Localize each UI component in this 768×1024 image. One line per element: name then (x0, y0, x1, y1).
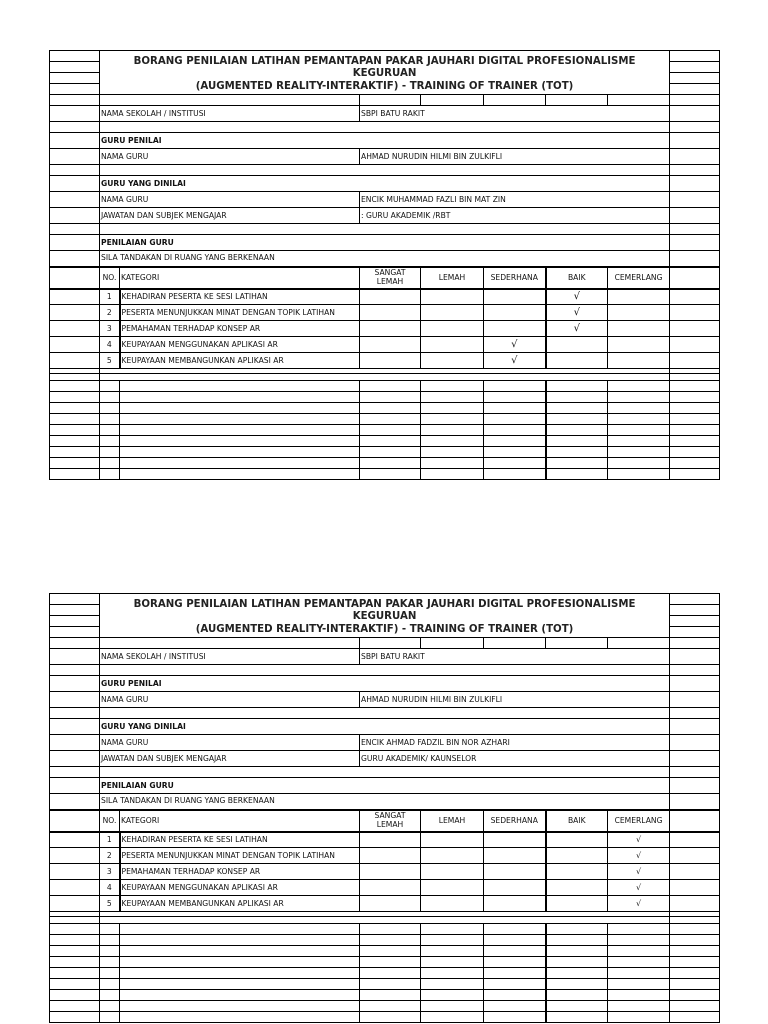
tick-mark: √ (511, 338, 518, 350)
empty-row (50, 469, 720, 480)
rating-cell[interactable] (421, 864, 484, 880)
rating-cell[interactable] (608, 896, 670, 912)
rating-row (50, 880, 720, 896)
rating-cell[interactable] (484, 832, 546, 848)
rating-cell[interactable] (608, 305, 670, 321)
tick-mark: √ (573, 322, 580, 334)
row-category: PESERTA MENUNJUKKAN MINAT DENGAN TOPIK LATIHAN (120, 305, 360, 321)
empty-row (50, 425, 720, 436)
rating-row (50, 353, 720, 369)
rating-row (50, 832, 720, 848)
col-header-excellent: CEMERLANG (608, 267, 670, 289)
rating-row (50, 896, 720, 912)
rating-row (50, 289, 720, 305)
rating-cell[interactable] (421, 353, 484, 369)
row-number: 2 (100, 848, 120, 864)
tick-mark: √ (573, 306, 580, 318)
row-number: 5 (100, 896, 120, 912)
rating-row (50, 321, 720, 337)
assessed-name-value: ENCIK AHMAD FADZIL BIN NOR AZHARI (360, 735, 670, 751)
empty-row (50, 403, 720, 414)
tick-mark: √ (635, 898, 642, 908)
col-header-excellent: CEMERLANG (608, 810, 670, 832)
col-header-very-weak-line-2: LEMAH (376, 819, 404, 829)
evaluation-form-1 (49, 50, 719, 486)
rating-row (50, 337, 720, 353)
empty-row (50, 946, 720, 957)
tick-mark: √ (573, 290, 580, 302)
row-category: KEHADIRAN PESERTA KE SESI LATIHAN (120, 289, 360, 305)
row-category: KEUPAYAAN MEMBANGUNKAN APLIKASI AR (120, 896, 360, 912)
rating-cell[interactable] (484, 880, 546, 896)
empty-row (50, 979, 720, 990)
rating-cell[interactable] (608, 864, 670, 880)
assessed-heading: GURU YANG DINILAI (100, 719, 670, 735)
rating-cell[interactable] (421, 321, 484, 337)
form-title-line-2: (AUGMENTED REALITY-INTERAKTIF) - TRAINING OF TRAINER (TOT) (195, 80, 574, 92)
assessed-name-label: NAMA GURU (100, 735, 360, 751)
position-value: : GURU AKADEMIK /RBT (360, 208, 670, 224)
rating-cell[interactable] (546, 289, 608, 305)
tick-mark: √ (635, 850, 642, 860)
position-value: GURU AKADEMIK/ KAUNSELOR (360, 751, 670, 767)
rating-cell[interactable] (546, 896, 608, 912)
col-header-weak: LEMAH (421, 810, 484, 832)
assessor-heading: GURU PENILAI (100, 676, 670, 692)
rating-cell[interactable] (546, 832, 608, 848)
rating-cell[interactable] (360, 337, 421, 353)
empty-row (50, 1001, 720, 1012)
col-header-no: NO. (100, 810, 120, 832)
col-header-no: NO. (100, 267, 120, 289)
rating-row (50, 305, 720, 321)
tick-mark: √ (635, 834, 642, 844)
rating-cell[interactable] (546, 305, 608, 321)
empty-row (50, 392, 720, 403)
form-title-line-1: BORANG PENILAIAN LATIHAN PEMANTAPAN PAKAR JAUHARI DIGITAL PROFESIONALISME KEGURUAN (133, 56, 636, 80)
tick-mark: √ (511, 354, 518, 366)
col-header-category: KATEGORI (120, 810, 360, 832)
form-title-line-2: (AUGMENTED REALITY-INTERAKTIF) - TRAINING OF TRAINER (TOT) (195, 623, 574, 635)
school-label: NAMA SEKOLAH / INSTITUSI (100, 106, 360, 122)
rating-cell[interactable] (360, 832, 421, 848)
form-table (49, 50, 720, 480)
rating-cell[interactable] (546, 337, 608, 353)
rating-cell[interactable] (421, 305, 484, 321)
school-label: NAMA SEKOLAH / INSTITUSI (100, 649, 360, 665)
empty-row (50, 968, 720, 979)
row-category: KEUPAYAAN MEMBANGUNKAN APLIKASI AR (120, 353, 360, 369)
rating-cell[interactable] (421, 896, 484, 912)
position-label: JAWATAN DAN SUBJEK MENGAJAR (100, 208, 360, 224)
empty-row (50, 436, 720, 447)
rating-cell[interactable] (421, 289, 484, 305)
row-number: 4 (100, 337, 120, 353)
assessor-name-label: NAMA GURU (100, 149, 360, 165)
rating-cell[interactable] (360, 305, 421, 321)
col-header-very-weak-line-1: SANGAT (374, 267, 406, 277)
rating-row (50, 864, 720, 880)
row-number: 1 (100, 289, 120, 305)
assessor-name-value: AHMAD NURUDIN HILMI BIN ZULKIFLI (360, 692, 670, 708)
rating-cell[interactable] (608, 353, 670, 369)
assessor-name-label: NAMA GURU (100, 692, 360, 708)
assessed-name-value: ENCIK MUHAMMAD FAZLI BIN MAT ZIN (360, 192, 670, 208)
row-category: PEMAHAMAN TERHADAP KONSEP AR (120, 321, 360, 337)
rating-cell[interactable] (421, 832, 484, 848)
form-title (100, 594, 670, 638)
rating-cell[interactable] (484, 321, 546, 337)
rating-cell[interactable] (608, 880, 670, 896)
rating-cell[interactable] (546, 864, 608, 880)
col-header-weak: LEMAH (421, 267, 484, 289)
row-category: PESERTA MENUNJUKKAN MINAT DENGAN TOPIK LATIHAN (120, 848, 360, 864)
rating-cell[interactable] (608, 289, 670, 305)
rating-row (50, 848, 720, 864)
school-value: SBPI BATU RAKIT (360, 649, 670, 665)
rating-cell[interactable] (608, 832, 670, 848)
empty-row (50, 957, 720, 968)
rating-cell[interactable] (608, 848, 670, 864)
empty-row (50, 458, 720, 469)
row-number: 3 (100, 321, 120, 337)
empty-row (50, 924, 720, 935)
col-header-moderate: SEDERHANA (484, 810, 546, 832)
col-header-very-weak (360, 810, 421, 832)
rating-cell[interactable] (360, 864, 421, 880)
empty-row (50, 935, 720, 946)
row-category: KEUPAYAAN MENGGUNAKAN APLIKASI AR (120, 880, 360, 896)
rating-cell[interactable] (484, 337, 546, 353)
instruction-text: SILA TANDAKAN DI RUANG YANG BERKENAAN (100, 251, 670, 267)
col-header-good: BAIK (546, 810, 608, 832)
col-header-very-weak (360, 267, 421, 289)
rating-cell[interactable] (484, 864, 546, 880)
empty-row (50, 414, 720, 425)
assessor-heading: GURU PENILAI (100, 133, 670, 149)
rating-cell[interactable] (360, 321, 421, 337)
row-number: 2 (100, 305, 120, 321)
row-number: 4 (100, 880, 120, 896)
tick-mark: √ (635, 882, 642, 892)
col-header-very-weak-line-2: LEMAH (376, 276, 404, 286)
empty-row (50, 447, 720, 458)
rating-cell[interactable] (421, 337, 484, 353)
row-category: PEMAHAMAN TERHADAP KONSEP AR (120, 864, 360, 880)
rating-cell[interactable] (484, 896, 546, 912)
col-header-category: KATEGORI (120, 267, 360, 289)
assessed-name-label: NAMA GURU (100, 192, 360, 208)
empty-row (50, 1012, 720, 1023)
rating-cell[interactable] (546, 880, 608, 896)
form-title (100, 51, 670, 95)
rating-cell[interactable] (360, 848, 421, 864)
col-header-good: BAIK (546, 267, 608, 289)
position-label: JAWATAN DAN SUBJEK MENGAJAR (100, 751, 360, 767)
rating-cell[interactable] (546, 353, 608, 369)
row-number: 1 (100, 832, 120, 848)
col-header-moderate: SEDERHANA (484, 267, 546, 289)
rating-cell[interactable] (484, 289, 546, 305)
rating-cell[interactable] (421, 880, 484, 896)
rating-cell[interactable] (360, 289, 421, 305)
col-header-very-weak-line-1: SANGAT (374, 810, 406, 820)
evaluation-heading: PENILAIAN GURU (100, 778, 670, 794)
rating-cell[interactable] (360, 896, 421, 912)
rating-cell[interactable] (421, 848, 484, 864)
assessor-name-value: AHMAD NURUDIN HILMI BIN ZULKIFLI (360, 149, 670, 165)
form-title-line-1: BORANG PENILAIAN LATIHAN PEMANTAPAN PAKAR JAUHARI DIGITAL PROFESIONALISME KEGURUAN (133, 599, 636, 623)
empty-row (50, 990, 720, 1001)
assessed-heading: GURU YANG DINILAI (100, 176, 670, 192)
evaluation-heading: PENILAIAN GURU (100, 235, 670, 251)
rating-cell[interactable] (608, 321, 670, 337)
row-category: KEHADIRAN PESERTA KE SESI LATIHAN (120, 832, 360, 848)
tick-mark: √ (635, 866, 642, 876)
rating-cell[interactable] (484, 848, 546, 864)
rating-cell[interactable] (546, 321, 608, 337)
empty-row (50, 381, 720, 392)
rating-cell[interactable] (484, 353, 546, 369)
rating-cell[interactable] (360, 880, 421, 896)
evaluation-form-2 (49, 593, 719, 1024)
rating-cell[interactable] (360, 353, 421, 369)
row-number: 3 (100, 864, 120, 880)
row-number: 5 (100, 353, 120, 369)
rating-cell[interactable] (608, 337, 670, 353)
row-category: KEUPAYAAN MENGGUNAKAN APLIKASI AR (120, 337, 360, 353)
form-table (49, 593, 720, 1023)
school-value: SBPI BATU RAKIT (360, 106, 670, 122)
instruction-text: SILA TANDAKAN DI RUANG YANG BERKENAAN (100, 794, 670, 810)
rating-cell[interactable] (484, 305, 546, 321)
rating-cell[interactable] (546, 848, 608, 864)
